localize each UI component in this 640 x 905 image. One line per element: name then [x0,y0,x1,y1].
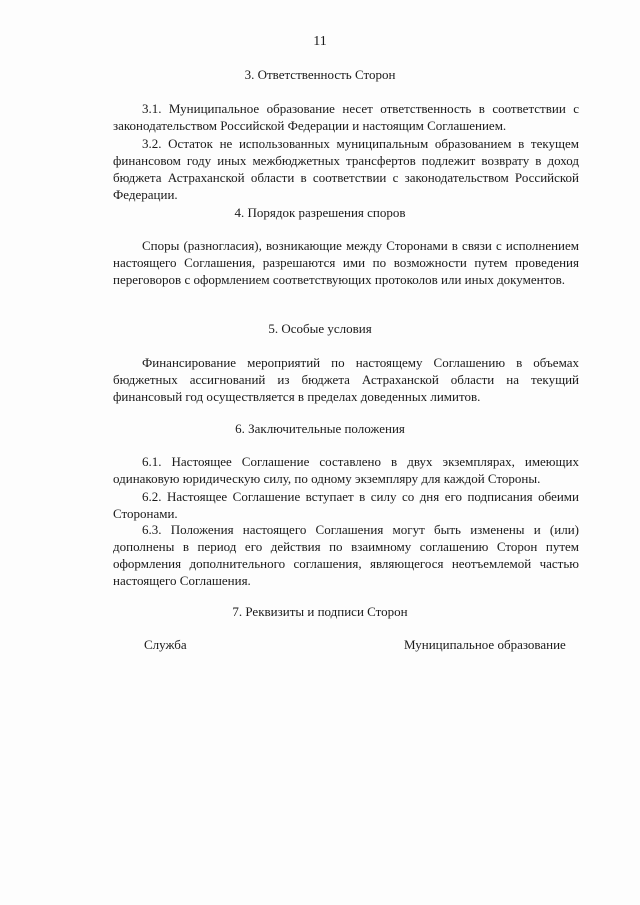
section-4-title: 4. Порядок разрешения споров [234,205,406,220]
section-6-title: 6. Заключительные положения [235,421,405,436]
signature-party-municipality: Муниципальное образование [404,637,566,652]
section-4-paragraph-1: Споры (разногласия), возникающие между Сторонами в связи с исполнением настоящего Соглашения, разрешаются ими по возможности путем проведения переговоров с оформлением соответствующих протоколов или иных документов. [113,238,579,287]
section-5-title: 5. Особые условия [268,321,372,336]
section-5-paragraph-1: Финансирование мероприятий по настоящему Соглашению в объемах бюджетных ассигнований из бюджета Астраханской области на текущий финансовый год осуществляется в пределах доведенных лимитов. [113,355,579,404]
signature-party-service: Служба [144,637,187,652]
page-number: 11 [313,34,327,49]
section-6-paragraph-2: 6.2. Настоящее Соглашение вступает в силу со дня его подписания обеими Сторонами. [113,489,579,521]
section-3-title: 3. Ответственность Сторон [244,67,396,82]
section-3-paragraph-2: 3.2. Остаток не использованных муниципальным образованием в текущем финансовом году иных межбюджетных трансфертов подлежит возврату в доход бюджета Астраханской области в соответствии с законодательством Российской Федерации. [113,136,579,202]
section-7-title: 7. Реквизиты и подписи Сторон [232,604,408,619]
section-6-paragraph-3: 6.3. Положения настоящего Соглашения могут быть изменены и (или) дополнены в период его действия по взаимному соглашению Сторон путем оформления дополнительного соглашения, являющегося неотъемлемой частью настоящего Соглашения. [113,522,579,588]
section-6-paragraph-1: 6.1. Настоящее Соглашение составлено в двух экземплярах, имеющих одинаковую юридическую силу, по одному экземпляру для каждой Стороны. [113,454,579,486]
section-3-paragraph-1: 3.1. Муниципальное образование несет ответственность в соответствии с законодательством Российской Федерации и настоящим Соглашением. [113,101,579,133]
